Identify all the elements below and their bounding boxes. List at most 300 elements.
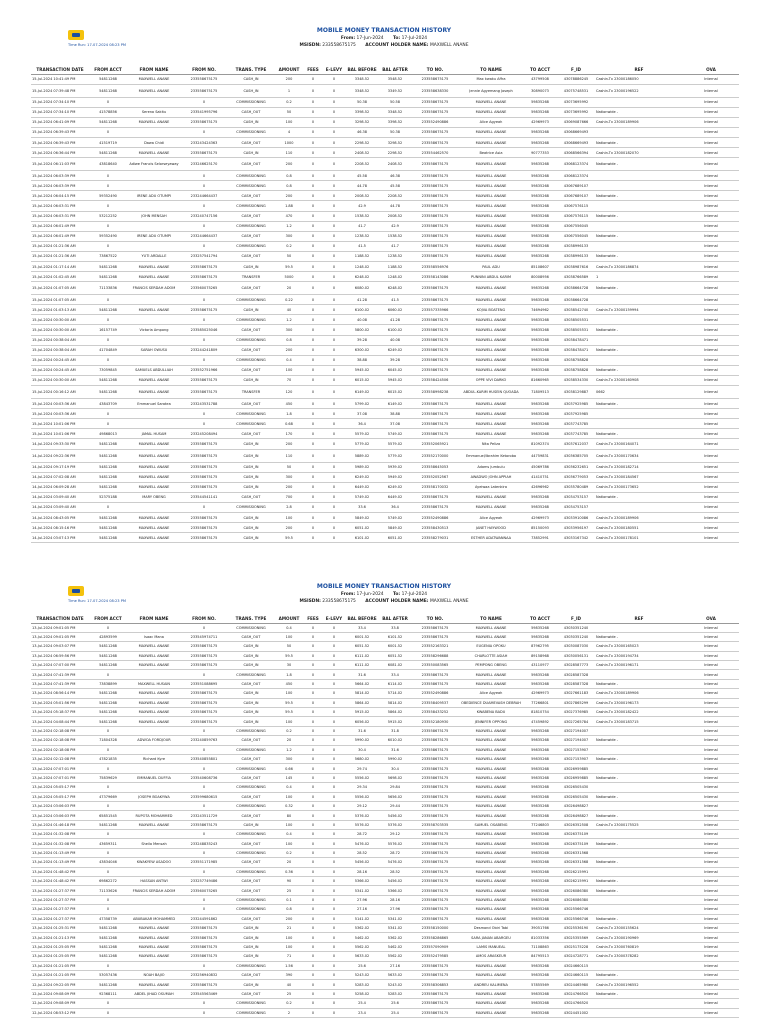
table-cell: 0 bbox=[323, 148, 345, 158]
table-cell: 43036385705 bbox=[557, 449, 595, 462]
table-cell: 13-Jul-2024 06:59:56 PM bbox=[31, 651, 89, 660]
table-cell: Internal bbox=[683, 642, 739, 651]
table-cell: 0 bbox=[323, 462, 345, 472]
table-cell: 43037743785 bbox=[557, 419, 595, 429]
table-cell: 59835268 bbox=[523, 801, 557, 810]
table-cell: Alice Agyeah bbox=[459, 689, 523, 698]
table-cell: 0 bbox=[181, 848, 227, 857]
table-cell: 59835268 bbox=[523, 867, 557, 876]
table-cell: 3398.52 bbox=[345, 107, 379, 117]
table-cell: 6101.52 bbox=[379, 632, 411, 641]
table-cell: 6001.52 bbox=[345, 632, 379, 641]
table-row bbox=[31, 272, 739, 282]
table-cell: Internal bbox=[683, 365, 739, 375]
column-header: TO NO. bbox=[411, 66, 459, 74]
table-cell: 0 bbox=[303, 886, 323, 895]
table-cell: COMMISSIONING bbox=[227, 961, 275, 970]
table-cell: 0 bbox=[303, 623, 323, 632]
table-cell: 43038996133 bbox=[557, 241, 595, 251]
table-cell: 41.28 bbox=[345, 295, 379, 305]
table-cell: 33.6 bbox=[345, 502, 379, 512]
table-row bbox=[31, 315, 739, 325]
table-cell bbox=[595, 867, 683, 876]
table-cell: 200 bbox=[275, 158, 303, 171]
table-cell: MAXWELL ANANE bbox=[459, 355, 523, 365]
table-cell: 5456.02 bbox=[379, 877, 411, 886]
table-row bbox=[31, 839, 739, 848]
table-cell: 0 bbox=[181, 409, 227, 419]
table-cell: 233256940832 bbox=[181, 970, 227, 979]
table-cell: MAXWELL ANANE bbox=[127, 698, 181, 707]
table-cell: 15-Jul-2024 00:38:04 AM bbox=[31, 345, 89, 355]
table-cell: 12-Jul-2024 09:22:05 PM bbox=[31, 980, 89, 989]
table-row bbox=[31, 74, 739, 84]
table-cell: 54811268 bbox=[89, 74, 127, 84]
table-cell: 43024766520 bbox=[557, 999, 595, 1008]
table-row bbox=[31, 211, 739, 221]
table-cell: 15-Jul-2024 06:03:39 PM bbox=[31, 171, 89, 181]
table-cell: MAXWELL ANANE bbox=[127, 117, 181, 127]
table-cell: 89158968 bbox=[523, 651, 557, 660]
table-row bbox=[31, 792, 739, 801]
table-row bbox=[31, 632, 739, 641]
table-cell: CASH_IN bbox=[227, 262, 275, 272]
table-cell: ANDREU KALIMENA bbox=[459, 980, 523, 989]
table-cell: Dawa Chidi bbox=[127, 137, 181, 147]
table-cell: 0 bbox=[303, 670, 323, 679]
table-cell: 31.6 bbox=[379, 745, 411, 754]
statement-page-2 bbox=[0, 560, 768, 1024]
table-cell: 43026498827 bbox=[557, 811, 595, 820]
table-cell: CASH_IN bbox=[227, 375, 275, 385]
table-cell: 13-Jul-2024 07:07:00 PM bbox=[31, 661, 89, 670]
table-cell: MAXWELL ANANE bbox=[459, 745, 523, 754]
table-cell: Internal bbox=[683, 698, 739, 707]
table-row bbox=[31, 989, 739, 998]
table-cell: 5799.02 bbox=[345, 399, 379, 409]
table-cell: Internal bbox=[683, 191, 739, 201]
table-cell: 0 bbox=[323, 942, 345, 951]
table-cell: 0 bbox=[89, 241, 127, 251]
table-row bbox=[31, 97, 739, 107]
table-row bbox=[31, 512, 739, 522]
table-cell: 0 bbox=[303, 745, 323, 754]
table-cell: 0 bbox=[323, 811, 345, 820]
table-cell: 36.4 bbox=[345, 419, 379, 429]
table-cell: 71809513 bbox=[523, 386, 557, 399]
table-cell: 59352490 bbox=[89, 231, 127, 241]
time-run-stamp: Time Run: 17-07-2024 08:23 PM bbox=[68, 599, 126, 603]
table-cell: 13-Jul-2024 01:32:08 PM bbox=[31, 839, 89, 848]
table-cell: 0 bbox=[323, 272, 345, 282]
table-cell: 29.12 bbox=[345, 801, 379, 810]
table-cell: 200 bbox=[275, 523, 303, 533]
table-cell: CASH_OUT bbox=[227, 679, 275, 688]
table-cell: Internal bbox=[683, 830, 739, 839]
table-cell: 233558675175 bbox=[411, 211, 459, 221]
table-cell: 43033956197 bbox=[557, 523, 595, 533]
table-cell: Cashin-Tx 23000178101 bbox=[595, 533, 683, 543]
table-cell: Internal bbox=[683, 201, 739, 211]
table-cell: 41.28 bbox=[379, 315, 411, 325]
table-cell: 0 bbox=[303, 74, 323, 84]
table-cell: 6015.02 bbox=[345, 375, 379, 385]
table-cell bbox=[595, 726, 683, 735]
table-cell: 0 bbox=[303, 754, 323, 763]
table-cell: 0 bbox=[89, 801, 127, 810]
table-cell: 5576.02 bbox=[345, 820, 379, 829]
table-cell: 0 bbox=[89, 315, 127, 325]
table-cell bbox=[127, 221, 181, 231]
table-row bbox=[31, 148, 739, 158]
table-cell: 43038996133 bbox=[557, 251, 595, 261]
table-row bbox=[31, 158, 739, 171]
table-row bbox=[31, 679, 739, 688]
table-cell: 13-Jul-2024 01:27:37 PM bbox=[31, 914, 89, 923]
table-cell: 0 bbox=[323, 241, 345, 251]
table-cell: 233558675175 bbox=[181, 820, 227, 829]
table-cell: Internal bbox=[683, 181, 739, 191]
table-cell: 43026215991 bbox=[557, 867, 595, 876]
table-row bbox=[31, 623, 739, 632]
table-cell: 13-Jul-2024 09:03:07 PM bbox=[31, 642, 89, 651]
table-cell: 450 bbox=[275, 679, 303, 688]
table-cell: Cashin-Tx 23000184567 bbox=[595, 472, 683, 482]
table-cell: Internal bbox=[683, 773, 739, 782]
column-header: FROM ACCT bbox=[89, 66, 127, 74]
table-cell: 0 bbox=[323, 201, 345, 211]
table-cell: 13-Jul-2024 01:21:05 PM bbox=[31, 961, 89, 970]
table-cell: 42.9 bbox=[379, 221, 411, 231]
table-cell: FRANCIS SERDAH ADOM bbox=[127, 886, 181, 895]
column-header: FROM NO. bbox=[181, 66, 227, 74]
table-cell: 43038505531 bbox=[557, 325, 595, 335]
table-cell: 6149.02 bbox=[345, 386, 379, 399]
table-cell: MAXWELL ANANE bbox=[459, 409, 523, 419]
table-cell: 43073695992 bbox=[557, 107, 595, 117]
table-cell: Nationwide - bbox=[595, 211, 683, 221]
table-cell: 13-Jul-2024 01:21:13 PM bbox=[31, 933, 89, 942]
table-cell: Internal bbox=[683, 97, 739, 107]
table-cell: 0 bbox=[323, 74, 345, 84]
table-cell: 14-Jul-2024 09:17:19 PM bbox=[31, 462, 89, 472]
table-cell: 70 bbox=[275, 375, 303, 385]
table-cell: MAXWELL ANANE bbox=[459, 231, 523, 241]
table-cell: 233552490886 bbox=[411, 512, 459, 522]
table-cell: 43030351240 bbox=[557, 623, 595, 632]
table-cell: 0 bbox=[323, 999, 345, 1008]
table-cell: 0 bbox=[323, 661, 345, 670]
table-cell: 0 bbox=[303, 961, 323, 970]
table-cell: 30.4 bbox=[345, 745, 379, 754]
table-cell: 0662 bbox=[595, 386, 683, 399]
table-cell: 0 bbox=[323, 632, 345, 641]
table-cell: Internal bbox=[683, 117, 739, 127]
table-cell: 0 bbox=[303, 989, 323, 998]
table-cell: 15-Jul-2024 01:07:05 AM bbox=[31, 282, 89, 295]
table-cell bbox=[127, 419, 181, 429]
table-cell: 6249.02 bbox=[379, 345, 411, 355]
table-cell: 43818640 bbox=[89, 158, 127, 171]
table-cell: 0 bbox=[323, 325, 345, 335]
table-cell: CASH_OUT bbox=[227, 989, 275, 998]
table-cell: ABDUL-KARIM HUSEIN QUOADA bbox=[459, 386, 523, 399]
table-cell: 23.4 bbox=[345, 1008, 379, 1017]
table-row bbox=[31, 523, 739, 533]
table-cell: Nita Peliza bbox=[459, 439, 523, 449]
table-cell: 0 bbox=[323, 820, 345, 829]
table-cell: MAXWELL ANANE bbox=[459, 127, 523, 137]
table-cell: 43037612037 bbox=[557, 439, 595, 449]
table-cell: 84795513 bbox=[523, 952, 557, 961]
table-cell: Internal bbox=[683, 449, 739, 462]
table-cell bbox=[595, 315, 683, 325]
table-cell: 15-Jul-2024 07:34:10 PM bbox=[31, 107, 89, 117]
table-cell: 0 bbox=[323, 375, 345, 385]
table-cell: 0.8 bbox=[275, 905, 303, 914]
column-header: BAL BEFORE bbox=[345, 66, 379, 74]
table-cell: 0 bbox=[303, 952, 323, 961]
table-cell: 0.32 bbox=[275, 801, 303, 810]
table-cell: 0 bbox=[323, 107, 345, 117]
table-cell: 43036779053 bbox=[557, 472, 595, 482]
column-header: F_ID bbox=[557, 615, 595, 623]
table-cell: 81660965 bbox=[523, 375, 557, 385]
table-cell: 42.9 bbox=[345, 201, 379, 211]
table-cell: CASH_IN bbox=[227, 980, 275, 989]
table-cell: 5283.02 bbox=[379, 989, 411, 998]
table-cell: SAMUEL OSABENG bbox=[459, 820, 523, 829]
table-cell: 0 bbox=[323, 754, 345, 763]
table-cell: 59835268 bbox=[523, 295, 557, 305]
table-cell: ABDEL JIHAD OSUMAH bbox=[127, 989, 181, 998]
table-cell: 233558675175 bbox=[411, 670, 459, 679]
table-cell: FRANCIS SERDAH ADOM bbox=[127, 282, 181, 295]
table-cell: 1.8 bbox=[275, 409, 303, 419]
table-cell: 15-Jul-2024 06:01:49 PM bbox=[31, 221, 89, 231]
table-cell: 59835268 bbox=[523, 158, 557, 171]
table-cell bbox=[595, 241, 683, 251]
table-cell: 81810754 bbox=[523, 708, 557, 717]
table-cell: 233558675175 bbox=[411, 914, 459, 923]
table-cell: 13-Jul-2024 05:01:56 PM bbox=[31, 698, 89, 707]
table-cell: MAXWELL ANANE bbox=[127, 642, 181, 651]
table-row bbox=[31, 171, 739, 181]
table-cell: 6080.02 bbox=[345, 282, 379, 295]
table-cell: Nationwide - bbox=[595, 839, 683, 848]
table-cell: 0 bbox=[323, 1008, 345, 1017]
table-cell: 13-Jul-2024 01:25:05 PM bbox=[31, 942, 89, 951]
table-row bbox=[31, 708, 739, 717]
table-cell: 13-Jul-2024 01:25:31 PM bbox=[31, 924, 89, 933]
table-cell: Cashin-Tx 23000160908 bbox=[595, 375, 683, 385]
column-header: TO ACCT bbox=[523, 66, 557, 74]
table-cell: 57855569 bbox=[523, 980, 557, 989]
table-cell: 0 bbox=[303, 820, 323, 829]
table-cell: 6060.02 bbox=[379, 305, 411, 315]
table-cell: 0 bbox=[323, 736, 345, 745]
table-cell: 233558675175 bbox=[411, 839, 459, 848]
table-cell: 20 bbox=[275, 282, 303, 295]
table-cell: 50.58 bbox=[379, 97, 411, 107]
table-cell: 13-Jul-2024 04:08:44 PM bbox=[31, 717, 89, 726]
table-cell: 6045.02 bbox=[379, 365, 411, 375]
table-cell: 49868013 bbox=[89, 429, 127, 439]
table-cell: 31.8 bbox=[379, 726, 411, 735]
table-cell: Cashin-Tx 23000189906 bbox=[595, 117, 683, 127]
table-cell: 100 bbox=[275, 792, 303, 801]
table-cell: 233558703535 bbox=[411, 820, 459, 829]
table-cell: CASH_IN bbox=[227, 689, 275, 698]
table-row bbox=[31, 952, 739, 961]
table-cell: 13-Jul-2024 01:46:18 PM bbox=[31, 820, 89, 829]
table-cell: 233558675175 bbox=[181, 523, 227, 533]
table-row bbox=[31, 502, 739, 512]
table-cell: 14-Jul-2024 08:15:16 PM bbox=[31, 523, 89, 533]
table-cell: COMMISSIONING bbox=[227, 221, 275, 231]
table-row bbox=[31, 355, 739, 365]
table-cell: COMMISSIONING bbox=[227, 355, 275, 365]
table-cell: 80008956 bbox=[523, 272, 557, 282]
table-cell: MAXWELL ANANE bbox=[459, 830, 523, 839]
table-cell: 5680.02 bbox=[345, 754, 379, 763]
table-cell: Internal bbox=[683, 282, 739, 295]
table-cell: 0 bbox=[323, 282, 345, 295]
table-cell bbox=[127, 502, 181, 512]
table-cell: 0 bbox=[181, 745, 227, 754]
table-cell: 5562.02 bbox=[345, 942, 379, 951]
table-cell: 5749.02 bbox=[379, 429, 411, 439]
table-cell: MAXWELL ANANE bbox=[459, 419, 523, 429]
table-cell: MAXWELL ANANE bbox=[459, 792, 523, 801]
table-cell: 43026498827 bbox=[557, 801, 595, 810]
table-cell: Nationwide - bbox=[595, 811, 683, 820]
table-cell: 59835268 bbox=[523, 201, 557, 211]
table-cell: 233558675175 bbox=[411, 251, 459, 261]
table-cell: 0 bbox=[303, 181, 323, 191]
table-cell: SAMUELS ABDULLIAH bbox=[127, 365, 181, 375]
table-cell: MAXWELL ANANE bbox=[127, 74, 181, 84]
table-cell: 0 bbox=[89, 181, 127, 191]
table-cell: 233243511729 bbox=[181, 811, 227, 820]
table-cell: Cashin-Tx 23000189906 bbox=[595, 512, 683, 522]
table-cell: 0.8 bbox=[275, 171, 303, 181]
table-cell: MAXWELL ANANE bbox=[459, 754, 523, 763]
table-cell: 233558675175 bbox=[411, 1008, 459, 1017]
table-cell: Nationwide - bbox=[595, 251, 683, 261]
table-cell: Internal bbox=[683, 961, 739, 970]
table-cell: COMMISSIONING bbox=[227, 241, 275, 251]
table-cell: COMMISSIONING bbox=[227, 419, 275, 429]
table-cell: 0 bbox=[323, 933, 345, 942]
table-cell: MAXWELL ANANE bbox=[459, 492, 523, 502]
table-cell: COMMISSIONING bbox=[227, 867, 275, 876]
table-cell: 0 bbox=[303, 272, 323, 282]
table-cell bbox=[127, 764, 181, 773]
table-cell: 6114.02 bbox=[379, 679, 411, 688]
table-cell: 6248.02 bbox=[379, 282, 411, 295]
table-cell: 45.58 bbox=[345, 171, 379, 181]
table-cell: Cashin-Tx 23000196173 bbox=[595, 698, 683, 707]
table-cell: 43026505430 bbox=[557, 792, 595, 801]
table-cell: 233558556976 bbox=[411, 262, 459, 272]
column-header: FEES bbox=[303, 615, 323, 623]
table-cell: 50 bbox=[275, 462, 303, 472]
table-header-row bbox=[31, 66, 739, 74]
table-cell: Internal bbox=[683, 419, 739, 429]
table-cell: 233552180930 bbox=[411, 717, 459, 726]
table-cell: Isaac Mana bbox=[127, 632, 181, 641]
table-cell: 0 bbox=[303, 84, 323, 97]
table-cell: 5779.02 bbox=[345, 439, 379, 449]
table-cell: 28.72 bbox=[379, 848, 411, 857]
table-cell: 28.72 bbox=[345, 830, 379, 839]
table-cell: 0 bbox=[181, 623, 227, 632]
table-cell: 0 bbox=[303, 419, 323, 429]
table-cell: 0 bbox=[181, 783, 227, 792]
table-cell: 92368111 bbox=[89, 989, 127, 998]
table-cell: 0 bbox=[89, 764, 127, 773]
table-cell: MAXWELL ANANE bbox=[459, 877, 523, 886]
table-cell: 100 bbox=[275, 512, 303, 522]
table-cell: 59835268 bbox=[523, 429, 557, 439]
table-cell: 233540855801 bbox=[181, 754, 227, 763]
table-cell: 59835268 bbox=[523, 670, 557, 679]
table-cell: 15-Jul-2024 06:36:44 PM bbox=[31, 148, 89, 158]
table-cell: Internal bbox=[683, 399, 739, 409]
table-cell: 1.88 bbox=[275, 201, 303, 211]
table-cell: 0 bbox=[303, 792, 323, 801]
table-cell: 0 bbox=[181, 335, 227, 345]
table-cell: 233558675175 bbox=[411, 137, 459, 147]
table-cell bbox=[127, 848, 181, 857]
table-cell: 0.22 bbox=[275, 295, 303, 305]
table-cell: 233557090909 bbox=[411, 942, 459, 951]
column-header: AMOUNT bbox=[275, 615, 303, 623]
table-cell: 13-Jul-2024 01:21:05 PM bbox=[31, 970, 89, 979]
table-cell: 233558675175 bbox=[181, 375, 227, 385]
table-cell: 59835268 bbox=[523, 961, 557, 970]
table-cell bbox=[595, 171, 683, 181]
table-cell: CASH_OUT bbox=[227, 811, 275, 820]
table-cell: 233552490886 bbox=[411, 689, 459, 698]
table-cell: MAXWELL ANANE bbox=[127, 482, 181, 492]
table-cell: 233558286865 bbox=[411, 933, 459, 942]
table-cell: CASH_OUT bbox=[227, 877, 275, 886]
table-cell: 233558675175 bbox=[411, 502, 459, 512]
table-cell: 233558675175 bbox=[181, 651, 227, 660]
table-cell: 233558675175 bbox=[181, 952, 227, 961]
table-cell: 43038766589 bbox=[557, 272, 595, 282]
table-cell: 14-Jul-2024 03:09:40 AM bbox=[31, 492, 89, 502]
table-cell: MAXWELL ANANE bbox=[459, 365, 523, 375]
table-cell: 0 bbox=[323, 961, 345, 970]
table-row bbox=[31, 661, 739, 670]
table-cell: CASH_OUT bbox=[227, 858, 275, 867]
table-row bbox=[31, 251, 739, 261]
table-cell: 5556.02 bbox=[345, 792, 379, 801]
table-cell: 233558675175 bbox=[411, 745, 459, 754]
table-cell: 5989.02 bbox=[345, 462, 379, 472]
table-cell: 0 bbox=[323, 158, 345, 171]
table-cell: 3348.52 bbox=[379, 107, 411, 117]
table-cell: 15-Jul-2024 06:41:09 PM bbox=[31, 117, 89, 127]
table-cell: 233558306853 bbox=[411, 980, 459, 989]
table-row bbox=[31, 651, 739, 660]
table-cell: Nationwide - bbox=[595, 754, 683, 763]
column-header: FEES bbox=[303, 66, 323, 74]
table-cell: Internal bbox=[683, 148, 739, 158]
